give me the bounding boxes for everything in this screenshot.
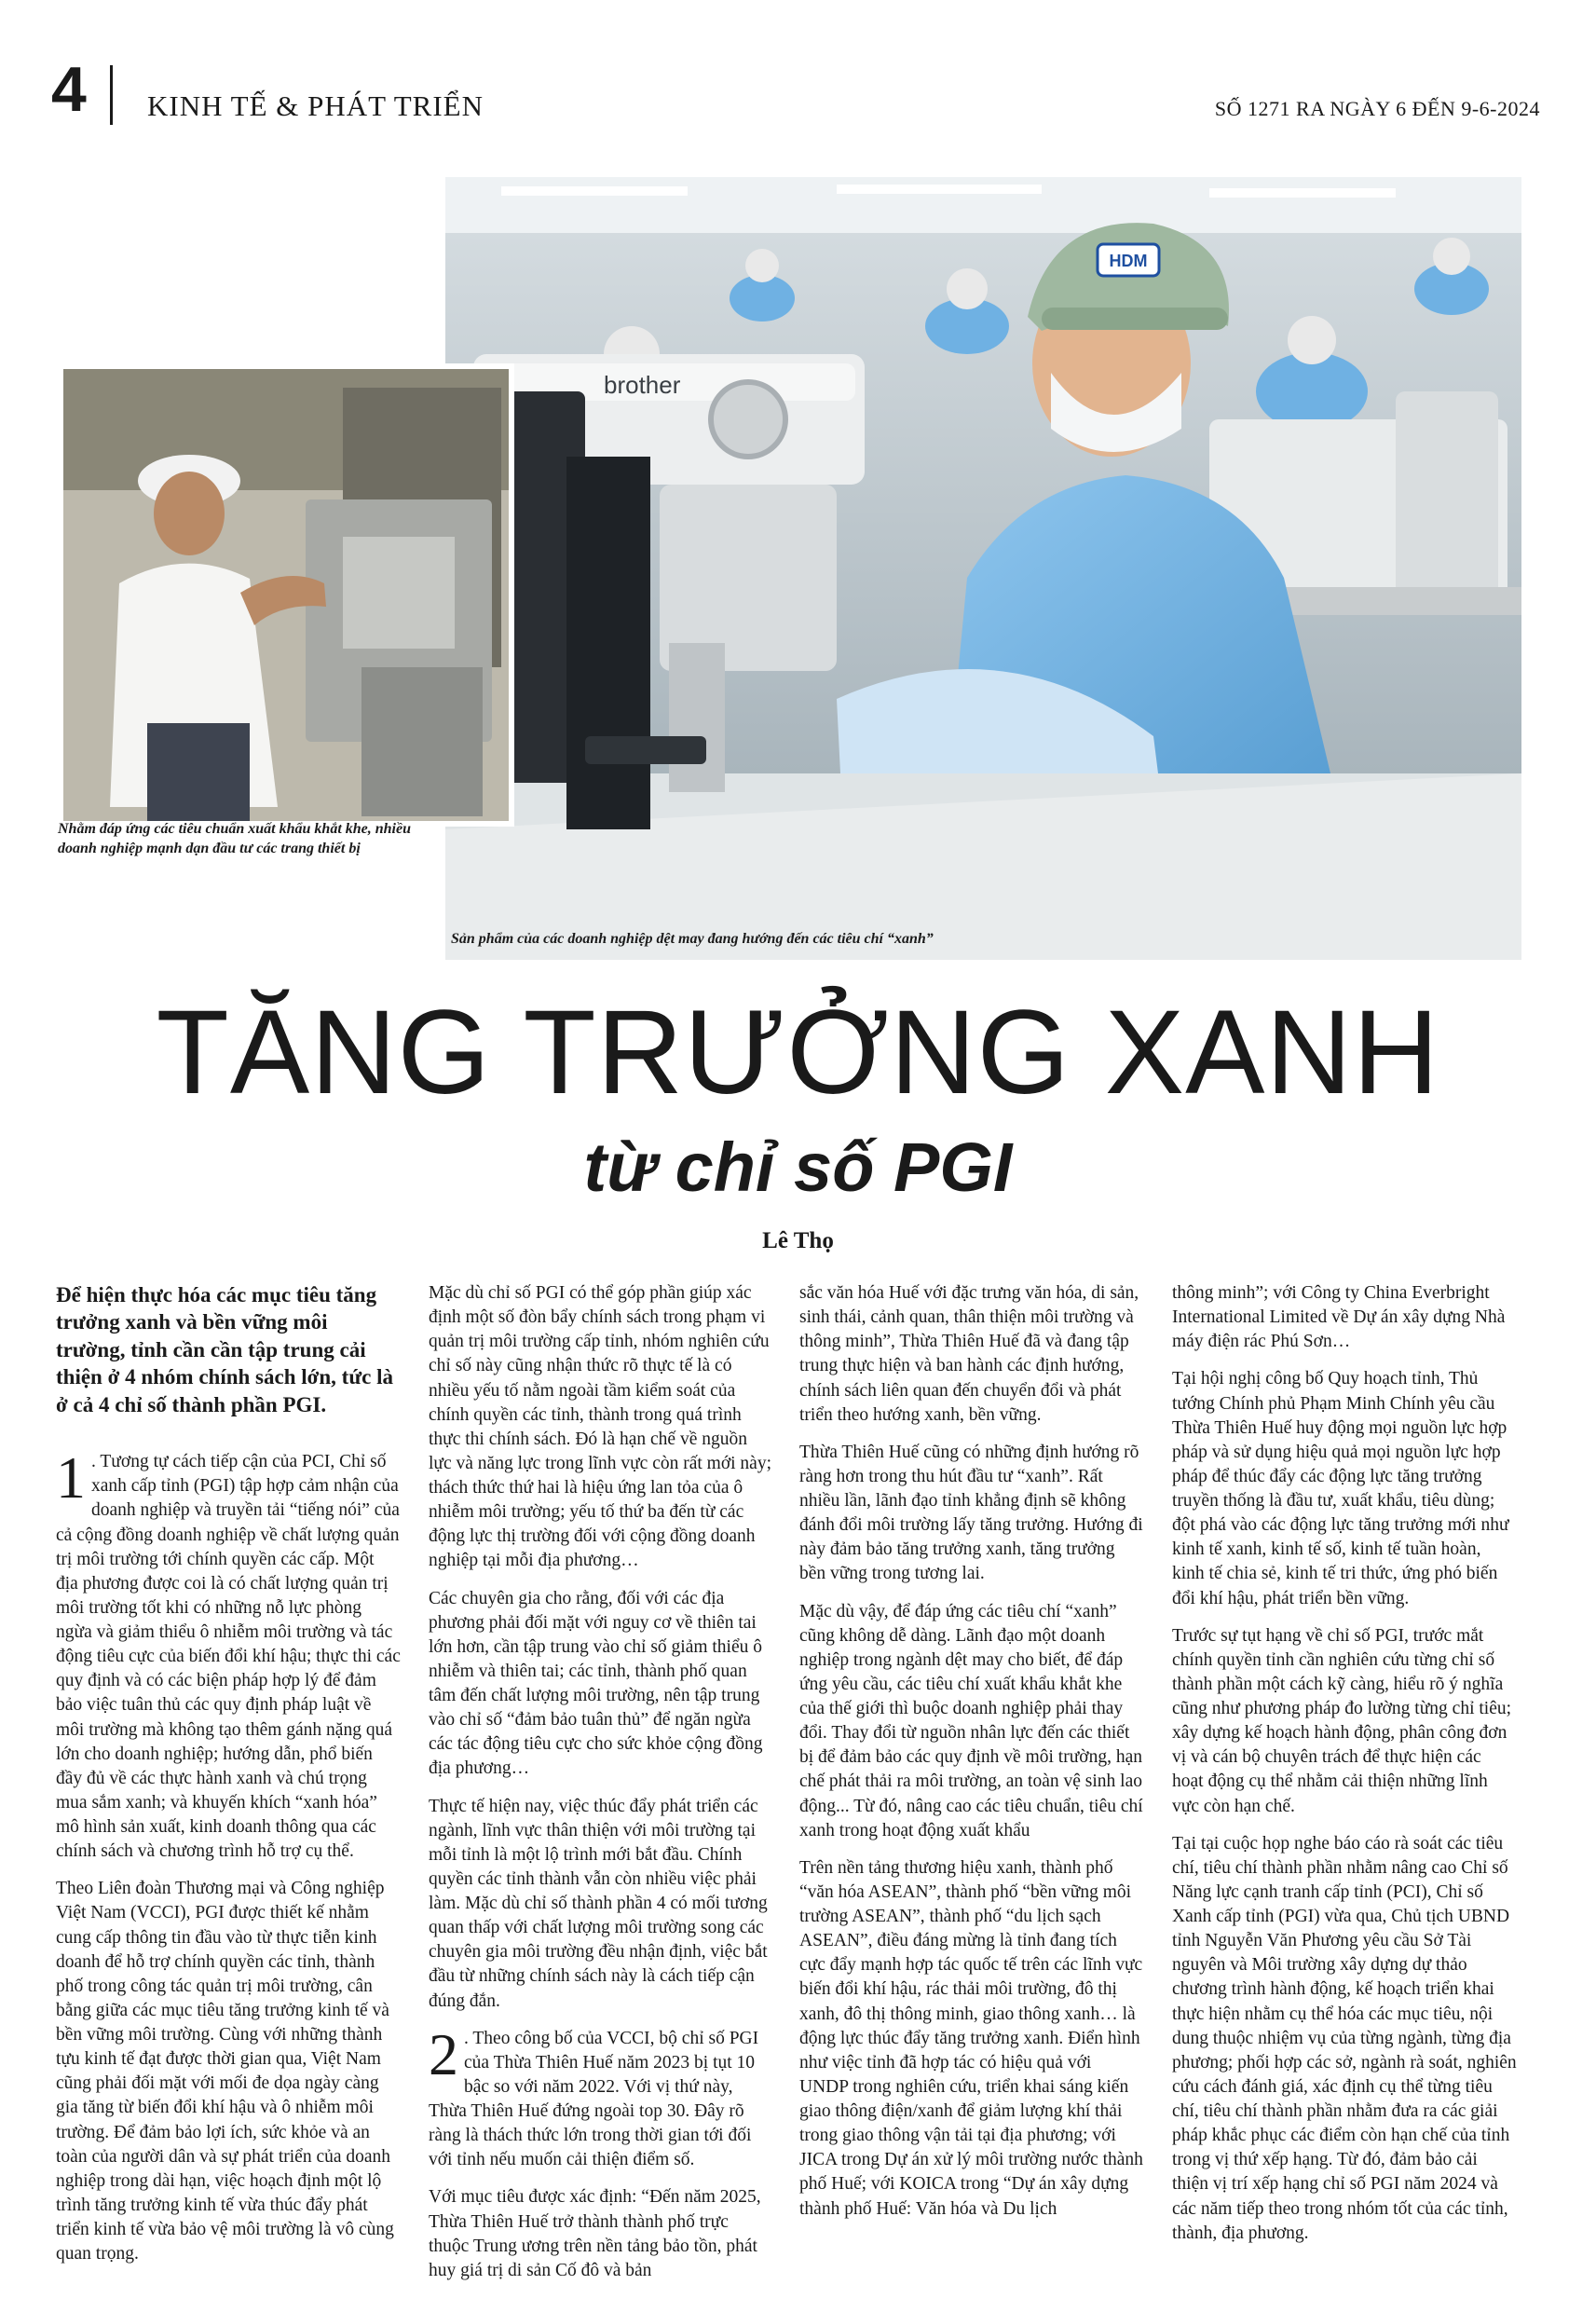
side-photo <box>58 363 514 827</box>
paragraph <box>429 2020 773 2173</box>
paragraph: Thừa Thiên Huế cũng có những định hướng rõ ràng hơn trong thu hút đầu tư “xanh”. Rất nhiều lần, lãnh đạo tỉnh khẳng định sẽ không đánh đổi môi trường lấy tăng trưởng. Hướng đi này đảm bảo tăng trưởng xanh, tăng trưởng bền vững trong tương lai. <box>799 1442 1143 1584</box>
cap-logo: HDM <box>1109 252 1148 270</box>
header-divider <box>110 65 113 125</box>
paragraph: Trước sự tụt hạng về chỉ số PGI, trước mắt chính quyền tỉnh cần nghiên cứu từng chỉ số thành phần một cách kỹ càng, hiểu rõ ý nghĩa cũng như phương pháp đo lường từng chỉ tiêu; xây dựng kế hoạch hành động, phân công đơn vị và cán bộ chuyên trách để thực hiện các hoạt động cụ thể nhằm cải thiện những lĩnh vực còn hạn chế. <box>1172 1625 1512 1816</box>
paragraph: Mặc dù chỉ số PGI có thể góp phần giúp xác định một số đòn bẩy chính sách trong phạm vi quản trị môi trường cấp tỉnh, nhóm nghiên cứu chỉ số này cũng nhận thức rõ thực tế là có nhiều yếu tố nằm ngoài tầm kiểm soát của chính quyền các tỉnh, thành trong quá trình thực thi chính sách. Đó là hạn chế về nguồn lực và năng lực trong lĩnh vực còn rất mới này; thách thức thứ hai là hiệu ứng lan tỏa của ô nhiễm môi trường; yếu tố thứ ba đến từ các động lực thị trường đối với cộng đồng doanh nghiệp tại mỗi địa phương… <box>429 1283 772 1571</box>
article-column-1 <box>56 1281 401 2279</box>
machine-brand: brother <box>604 371 681 399</box>
article-title: TĂNG TRƯỞNG XANH <box>156 986 1440 1119</box>
paragraph: Thực tế hiện nay, việc thúc đẩy phát triển các ngành, lĩnh vực thân thiện với môi trường tại mỗi tỉnh là một lộ trình mới bắt đầu. Chính quyền các tỉnh thành vẫn còn nhiều việc phải làm. Mặc dù chỉ số thành phần 4 có mối tương quan thấp với chất lượng môi trường song các chuyên gia môi trường đều nhận định, việc bắt đầu từ những chính sách này là cách tiếp cận đúng đắn. <box>429 1796 768 2011</box>
side-photo-illustration <box>63 369 509 821</box>
section-title: KINH TẾ & PHÁT TRIỂN <box>147 89 484 122</box>
side-photo-caption: Nhằm đáp ứng các tiêu chuẩn xuất khẩu khắt khe, nhiều doanh nghiệp mạnh dạn đầu tư các trang thiết bị <box>58 821 411 856</box>
paragraph: Tại tại cuộc họp nghe báo cáo rà soát các tiêu chí, tiêu chí thành phần nhằm nâng cao Chỉ số Năng lực cạnh tranh cấp tỉnh (PCI), Chỉ số Xanh cấp tỉnh (PGI) vừa qua, Chủ tịch UBND tỉnh Nguyễn Văn Phương yêu cầu Sở Tài nguyên và Môi trường xây dựng dự thảo chương trình hành động, kế hoạch triển khai thực hiện nhằm cụ thể hóa các mục tiêu, nội dung thuộc nhiệm vụ của từng ngành, từng địa phương; phối hợp các sở, ngành rà soát, nghiên cứu cách đánh giá, xác định cụ thể từng tiêu chí, tiêu chí thành phần nhằm đưa ra các giải pháp khắc phục các điểm còn hạn chế của tỉnh trong vị thứ xếp hạng. Từ đó, đảm bảo cải thiện vị trí xếp hạng chỉ số PGI năm 2024 và các năm tiếp theo trong nhóm tốt của các tỉnh, thành, địa phương. <box>1172 1833 1517 2243</box>
paragraph: Mặc dù vậy, để đáp ứng các tiêu chí “xanh” cũng không dễ dàng. Lãnh đạo một doanh nghiệp trong ngành dệt may cho biết, để đáp ứng yêu cầu, các tiêu chí xuất khẩu khắt khe của thế giới thì buộc doanh nghiệp phải thay đổi. Thay đổi từ nguồn nhân lực đến các thiết bị để đảm bảo các quy định về môi trường, hạn chế phát thải ra môi trường, an toàn vệ sinh lao động... Từ đó, nâng cao các tiêu chuẩn, tiêu chí xanh trong hoạt động xuất khẩu <box>799 1601 1143 1840</box>
paragraph: Với mục tiêu được xác định: “Đến năm 2025, Thừa Thiên Huế trở thành thành phố trực thuộc Trung ương trên nền tảng bảo tồn, phát huy giá trị di sản Cố đô và bản <box>429 2187 761 2280</box>
article-column-3 <box>799 1281 1144 2235</box>
main-photo <box>445 177 1521 960</box>
paragraph: thông minh”; với Công ty China Everbright International Limited về Dự án xây dựng Nhà máy điện rác Phú Sơn… <box>1172 1283 1506 1352</box>
paragraph-text: . Tương tự cách tiếp cận của PCI, Chỉ số xanh cấp tỉnh (PGI) tập hợp cảm nhận của doanh nghiệp và truyền tải “tiếng nói” của cả cộng đồng doanh nghiệp về chất lượng quản trị môi trường tới chính quyền các cấp. Một địa phương được coi là có chất lượng quản trị môi trường tốt khi có những nỗ lực phòng ngừa và giảm thiểu ô nhiễm môi trường và tác động tiêu cực của biến đổi khí hậu; thực thi các quy định và có các biện pháp hợp lý để đảm bảo việc tuân thủ các quy định pháp luật về môi trường mà không tạo thêm gánh nặng quá lớn cho doanh nghiệp; hướng dẫn, phổ biến đầy đủ về các thực hành xanh và chú trọng mua sắm xanh; và khuyến khích “xanh hóa” mô hình sản xuất, kinh doanh thông qua các chính sách và chương trình hỗ trợ cụ thể. <box>56 1452 401 1862</box>
main-photo-illustration <box>445 177 1521 960</box>
paragraph: Trên nền tảng thương hiệu xanh, thành phố “văn hóa ASEAN”, thành phố “bền vững môi trường ASEAN”, thành phố “du lịch sạch ASEAN”, điều đáng mừng là tỉnh đang tích cực đẩy mạnh hợp tác quốc tế trên các lĩnh vực biến đổi khí hậu, rác thải môi trường, đô thị xanh, đô thị thông minh, giao thông xanh… là động lực thúc đẩy tăng trưởng xanh. Điển hình như việc tỉnh đã hợp tác có hiệu quả với UNDP trong nghiên cứu, triển khai sáng kiến giao thông điện/xanh để giảm lượng khí thải trong giao thông vận tải tại địa phương; với JICA trong Dự án xử lý môi trường nước thành phố Huế; với KOICA trong “Dự án xây dựng thành phố Huế: Văn hóa và Du lịch <box>799 1857 1143 2219</box>
paragraph-text: . Theo công bố của VCCI, bộ chỉ số PGI của Thừa Thiên Huế năm 2023 bị tụt 10 bậc so với năm 2022. Với vị thứ này, Thừa Thiên Huế đứng ngoài top 30. Đây rõ ràng là thách thức lớn trong thời gian tới đối với tỉnh nếu muốn cải thiện điểm số. <box>429 2028 759 2170</box>
paragraph: Theo Liên đoàn Thương mại và Công nghiệp Việt Nam (VCCI), PGI được thiết kế nhằm cung cấp thông tin đầu vào từ thực tiễn kinh doanh để hỗ trợ chính quyền các tỉnh, thành phố trong công tác quản trị môi trường, cân bằng giữa các mục tiêu tăng trưởng kinh tế và bền vững môi trường. Cùng với những thành tựu kinh tế đạt được thời gian qua, Việt Nam cũng phải đối mặt với mối đe dọa ngày càng gia tăng từ biến đổi khí hậu và ô nhiễm môi trường. Để đảm bảo lợi ích, sức khỏe và an toàn của người dân và sự phát triển của doanh nghiệp trong dài hạn, việc hoạch định một lộ trình tăng trưởng kinh tế vừa thúc đẩy phát triển kinh tế vừa bảo vệ môi trường là vô cùng quan trọng. <box>56 1879 394 2264</box>
paragraph: Các chuyên gia cho rằng, đối với các địa phương phải đối mặt với nguy cơ về thiên tai lớn hơn, cần tập trung vào chỉ số giảm thiểu ô nhiễm và thiên tai; các tỉnh, thành phố quan tâm đến chất lượng môi trường, nên tập trung vào chỉ số “đảm bảo tuân thủ” để ngăn ngừa các tác động tiêu cực cho sức khỏe cộng đồng địa phương… <box>429 1588 763 1779</box>
paragraph: Tại hội nghị công bố Quy hoạch tỉnh, Thủ tướng Chính phủ Phạm Minh Chính yêu cầu Thừa Thiên Huế huy động mọi nguồn lực hợp pháp và sử dụng hiệu quả mọi nguồn lực hợp pháp để thúc đẩy các động lực tăng trưởng truyền thống là đầu tư, xuất khẩu, tiêu dùng; đột phá vào các động lực tăng trưởng mới như kinh tế xanh, kinh tế số, kinh tế tuần hoàn, kinh tế chia sẻ, kinh tế tri thức, ứng phó biến đổi khí hậu, phát triển bền vững. <box>1172 1369 1509 1608</box>
article-subtitle: từ chỉ số PGI <box>583 1129 1013 1206</box>
issue-date: SỐ 1271 RA NGÀY 6 ĐẾN 9-6-2024 <box>1214 97 1540 120</box>
lead-paragraph: Để hiện thực hóa các mục tiêu tăng trưởng xanh và bền vững môi trường, tỉnh cần cần tập trung cải thiện ở 4 nhóm chính sách lớn, tức là ở cả 4 chỉ số thành phần PGI. <box>56 1283 393 1416</box>
article-column-2 <box>429 1281 773 2296</box>
paragraph: sắc văn hóa Huế với đặc trưng văn hóa, di sản, sinh thái, cảnh quan, thân thiện môi trường và thông minh”, Thừa Thiên Huế đã và đang tập trung thực hiện và ban hành các định hướng, chính sách liên quan đến chuyển đổi và phát triển theo hướng xanh, bền vững. <box>799 1283 1139 1425</box>
page-number: 4 <box>51 54 87 125</box>
drop-cap: 2 <box>429 2020 458 2087</box>
article-column-4 <box>1172 1281 1517 2259</box>
drop-cap: 1 <box>56 1444 86 1512</box>
paragraph <box>56 1444 401 1864</box>
main-photo-caption: Sản phẩm của các doanh nghiệp dệt may đang hướng đến các tiêu chí “xanh” <box>451 931 934 947</box>
author-byline: Lê Thọ <box>762 1228 834 1253</box>
